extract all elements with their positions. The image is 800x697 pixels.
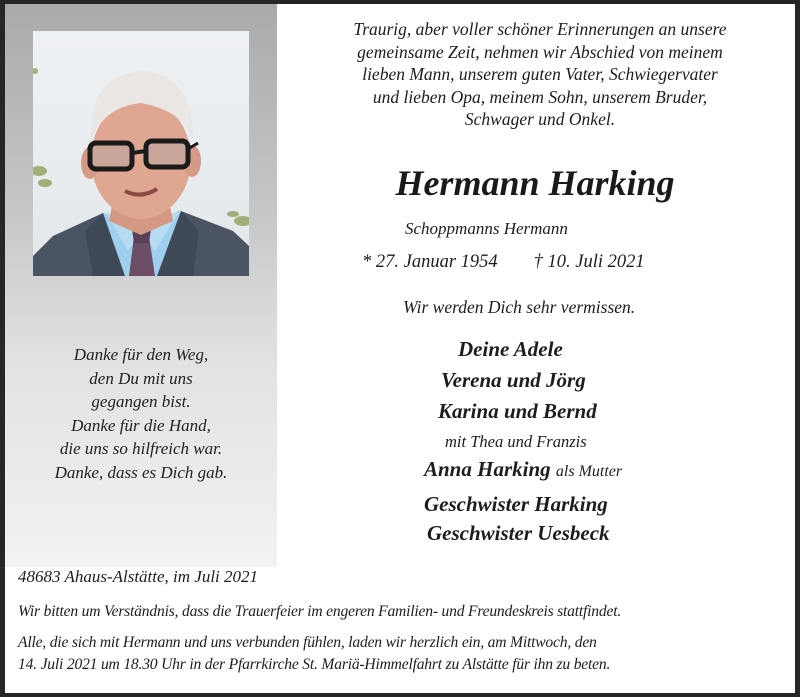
birth-date: * 27. Januar 1954 (362, 252, 498, 272)
portrait-photo (33, 31, 249, 276)
mourner-anna-role: als Mutter (555, 463, 623, 480)
mourner-geschwister-harking: Geschwister Harking (424, 492, 608, 516)
footer-line: Alle, die sich mit Hermann und uns verbunden fühlen, laden wir herzlich ein, am Mittwoch, den (18, 634, 597, 651)
deceased-name: Hermann Harking (395, 163, 675, 203)
intro-text (295, 18, 785, 131)
intro-line: lieben Mann, unserem guten Vater, Schwiegervater (362, 64, 718, 84)
intro-line: gemeinsame Zeit, nehmen wir Abschied von meinem (357, 41, 723, 62)
death-date: † 10. Juli 2021 (533, 252, 645, 272)
mourner-karina-bernd: Karina und Bernd (438, 399, 597, 423)
mourner-geschwister-uesbeck: Geschwister Uesbeck (427, 521, 610, 545)
place-date: 48683 Ahaus-Alstätte, im Juli 2021 (18, 567, 259, 586)
mourner-verena-joerg: Verena und Jörg (441, 368, 586, 392)
intro-line: Schwager und Onkel. (464, 109, 616, 129)
footer-line: Wir bitten um Verständnis, dass die Trauerfeier im engeren Familien- und Freundeskreis stattfindet. (18, 603, 622, 620)
poem-line: Danke, dass es Dich gab. (54, 462, 228, 482)
poem-line: den Du mit uns (89, 368, 193, 388)
intro-line: und lieben Opa, meinem Sohn, unserem Bruder, (372, 86, 708, 107)
mourner-anna-harking (424, 457, 622, 482)
mourner-grandchildren: mit Thea und Franzis (445, 432, 587, 451)
poem-line: gegangen bist. (91, 392, 191, 411)
poem-line: die uns so hilfreich war. (59, 439, 223, 458)
miss-line: Wir werden Dich sehr vermissen. (403, 297, 636, 317)
nickname: Schoppmanns Hermann (405, 219, 568, 238)
side-panel (5, 4, 277, 567)
poem (5, 343, 277, 484)
poem-line: Danke für die Hand, (71, 415, 211, 435)
life-dates (362, 252, 645, 273)
intro-line: Traurig, aber voller schöner Erinnerungen an unsere (353, 19, 727, 39)
footer-line: 14. Juli 2021 um 18.30 Uhr in der Pfarrkirche St. Mariä-Himmelfahrt zu Alstätte für ihn zu beten. (18, 656, 611, 673)
poem-line: Danke für den Weg, (73, 345, 209, 364)
mourner-anna-name: Anna Harking (424, 457, 551, 481)
mourner-deine-adele: Deine Adele (458, 337, 563, 361)
